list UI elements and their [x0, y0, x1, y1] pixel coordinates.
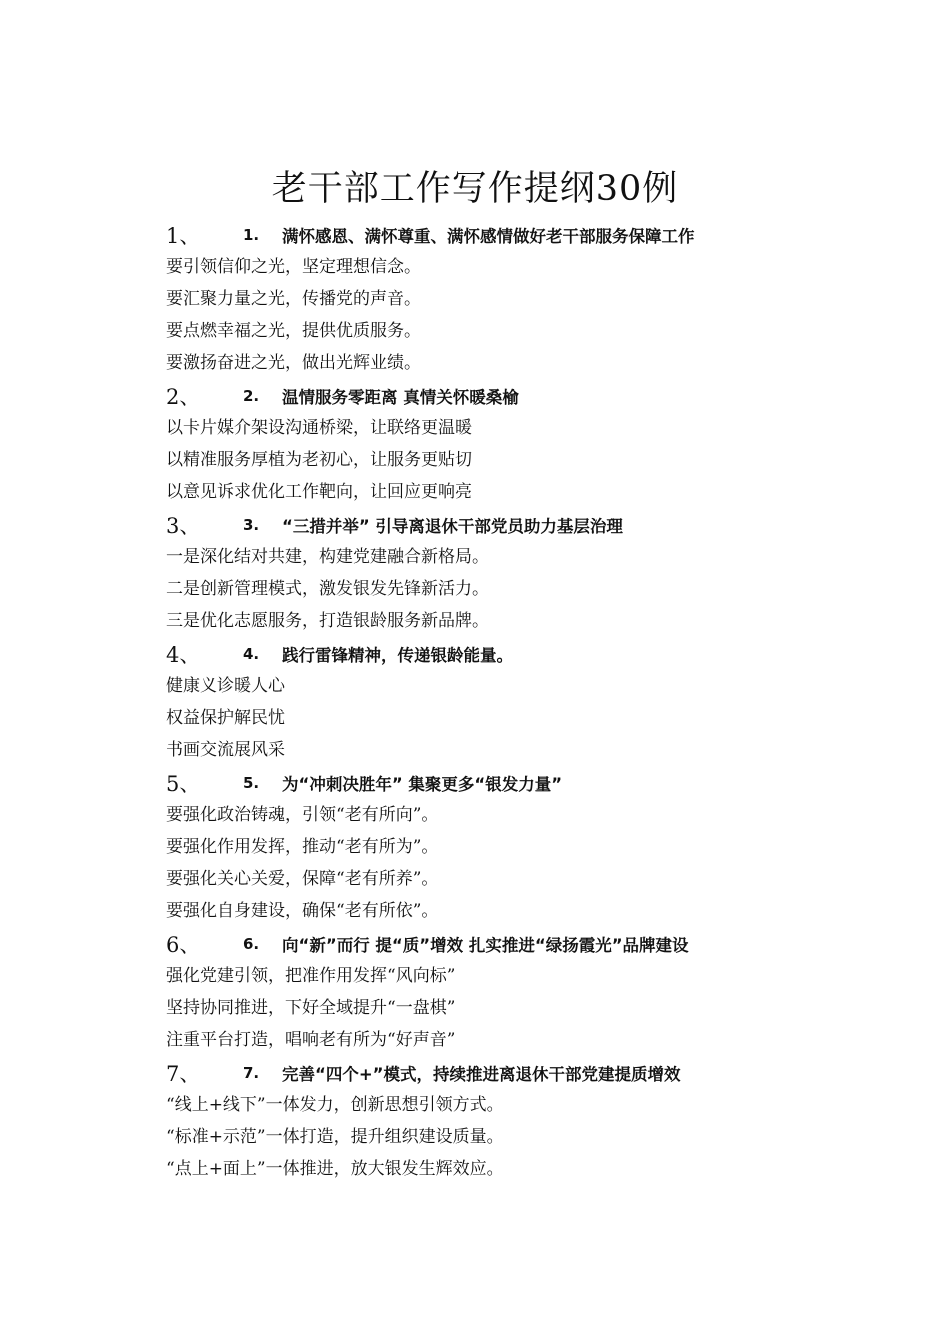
section-subnumber: 6. [243, 934, 260, 953]
outline-item: 坚持协同推进，下好全域提升“一盘棋” [166, 998, 456, 1018]
section-title: 为“冲刺决胜年” 集聚更多“银发力量” [282, 774, 563, 794]
outline-item: 要激扬奋进之光，做出光辉业绩。 [166, 353, 421, 373]
section-number: 2、 [166, 384, 201, 409]
outline-item: 二是创新管理模式，激发银发先锋新活力。 [166, 579, 489, 599]
outline-item: 以卡片媒介架设沟通桥梁，让联络更温暖 [166, 418, 472, 438]
outline-item: 三是优化志愿服务，打造银龄服务新品牌。 [166, 611, 489, 631]
outline-item: 要强化作用发挥，推动“老有所为”。 [166, 837, 439, 857]
section-heading [166, 766, 926, 799]
section-subnumber: 1. [243, 225, 260, 244]
outline-item: 要汇聚力量之光，传播党的声音。 [166, 289, 421, 309]
outline-item: 健康义诊暖人心 [166, 676, 285, 696]
section-heading [166, 508, 926, 541]
outline-item: 要强化政治铸魂，引领“老有所向”。 [166, 805, 439, 825]
section-title: “三措并举” 引导离退休干部党员助力基层治理 [282, 516, 623, 536]
section-subnumber: 3. [243, 515, 260, 534]
outline-item: 以精准服务厚植为老初心，让服务更贴切 [166, 450, 472, 470]
outline-item: 强化党建引领，把准作用发挥“风向标” [166, 966, 456, 986]
page-title: 老干部工作写作提纲30例 [271, 169, 679, 209]
outline-list [166, 218, 926, 1185]
section-title: 向“新”而行 提“质”增效 扎实推进“绿扬霞光”品牌建设 [282, 935, 689, 955]
outline-item: 要强化关心关爱，保障“老有所养”。 [166, 869, 439, 889]
section-number: 5、 [166, 771, 201, 796]
outline-item: 要引领信仰之光，坚定理想信念。 [166, 257, 421, 277]
section-number: 6、 [166, 932, 201, 957]
outline-item: “标准+示范”一体打造，提升组织建设质量。 [166, 1127, 504, 1147]
section-number: 7、 [166, 1061, 201, 1086]
section-number: 4、 [166, 642, 201, 667]
outline-item: 书画交流展风采 [166, 740, 285, 760]
outline-item: 以意见诉求优化工作靶向，让回应更响亮 [166, 482, 472, 502]
outline-item: 要点燃幸福之光，提供优质服务。 [166, 321, 421, 341]
outline-item: 要强化自身建设，确保“老有所依”。 [166, 901, 439, 921]
outline-item: 一是深化结对共建，构建党建融合新格局。 [166, 547, 489, 567]
outline-item: “线上+线下”一体发力，创新思想引领方式。 [166, 1095, 504, 1115]
section-subnumber: 5. [243, 773, 260, 792]
section-subnumber: 2. [243, 386, 260, 405]
section-title: 践行雷锋精神，传递银龄能量。 [282, 645, 513, 665]
section-heading [166, 1056, 926, 1089]
outline-item: 权益保护解民忧 [166, 708, 285, 728]
section-heading [166, 379, 926, 412]
section-number: 1、 [166, 223, 201, 248]
section-heading [166, 637, 926, 670]
section-title: 满怀感恩、满怀尊重、满怀感情做好老干部服务保障工作 [282, 226, 695, 246]
section-heading [166, 927, 926, 960]
outline-item: 注重平台打造，唱响老有所为“好声音” [166, 1030, 456, 1050]
section-heading [166, 218, 926, 251]
section-subnumber: 7. [243, 1063, 260, 1082]
section-number: 3、 [166, 513, 201, 538]
section-subnumber: 4. [243, 644, 260, 663]
section-title: 温情服务零距离 真情关怀暖桑榆 [282, 387, 519, 407]
outline-item: “点上+面上”一体推进，放大银发生辉效应。 [166, 1159, 504, 1179]
section-title: 完善“四个+”模式，持续推进离退休干部党建提质增效 [282, 1064, 681, 1084]
